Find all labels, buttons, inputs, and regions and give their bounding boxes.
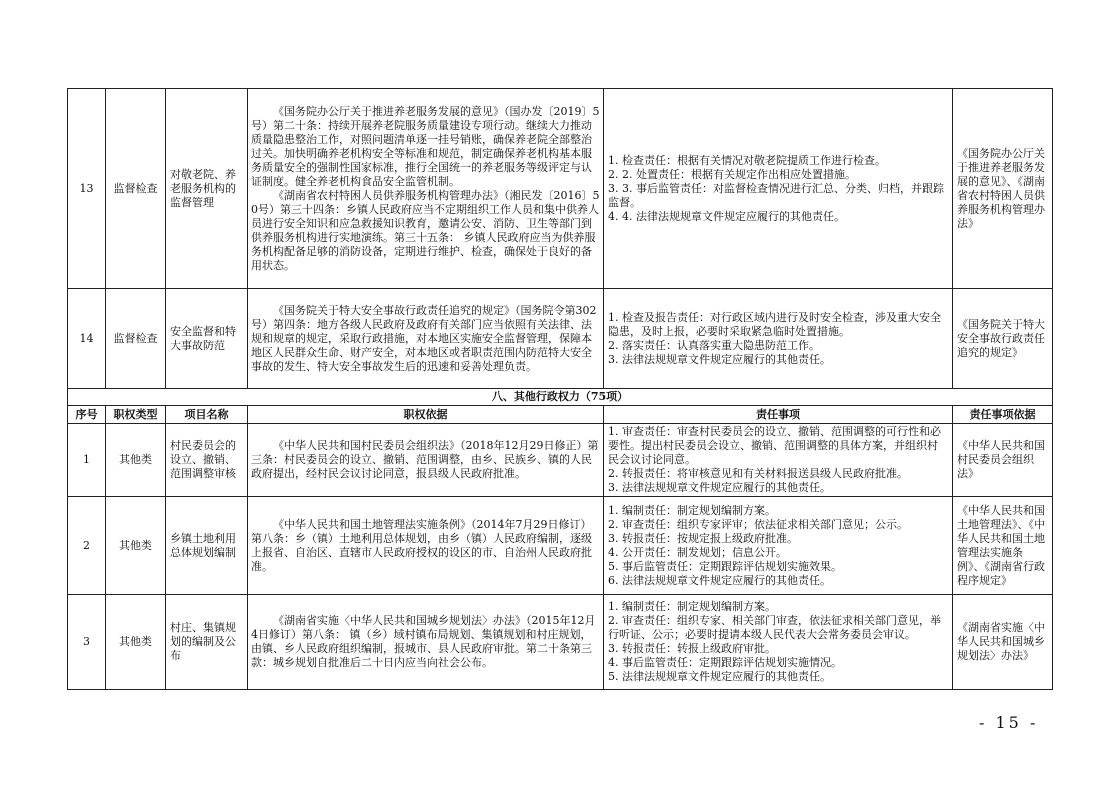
- type-cell: 其他类: [106, 424, 166, 497]
- responsibility-item: 4. 事后监管责任：定期跟踪评估规划实施情况。: [608, 656, 842, 669]
- seq-cell: 1: [68, 424, 106, 497]
- seq-cell: 2: [68, 497, 106, 595]
- seq-cell: 14: [68, 289, 106, 389]
- responsibility-item: 5. 法律法规规章文件规定应履行的其他责任。: [608, 670, 831, 683]
- basis-cell: [248, 289, 604, 389]
- responsibility-item: 3. 3. 事后监管责任：对监督检查情况进行汇总、分类、归档，并跟踪监督。: [608, 181, 944, 209]
- basis-paragraph: 《湖南省农村特困人员供养服务机构管理办法》（湘民发〔2016〕50号）第三十四条：乡镇人民政府应当不定期组织工作人员和集中供养人员进行安全知识和应急救援知识教育，邀请公安、消防、卫生等部门到供养服务机构进行实地演练。第三十五条： 乡镇人民政府应当为供养服务机构配备足够的消防设备，定期进行维护、检查，确保处于良好的备用状态。: [251, 188, 600, 272]
- header-row: [68, 406, 1053, 424]
- section-title: 八、其他行政权力（75项）: [68, 389, 1053, 406]
- responsibility-basis-cell: 《湖南省实施〈中华人民共和国城乡规划法〉办法》: [953, 595, 1053, 690]
- header-responsibility: 责任事项: [604, 406, 953, 424]
- basis-paragraph: 《中华人民共和国土地管理法实施条例》（2014年7月29日修订）第八条：乡（镇）土地利用总体规划，由乡（镇）人民政府编制，逐级上报省、自治区、直辖市人民政府授权的设区的市、自治州人民政府批准。: [251, 517, 592, 573]
- name-cell: 安全监督和特大事故防范: [166, 289, 248, 389]
- header-basis: 职权依据: [248, 406, 604, 424]
- responsibility-cell: [604, 289, 953, 389]
- responsibility-item: 4. 4. 法律法规规章文件规定应履行的其他责任。: [608, 209, 845, 223]
- responsibility-cell: [604, 424, 953, 497]
- basis-paragraph: 《湖南省实施〈中华人民共和国城乡规划法〉办法》（2015年12月4日修订）第八条： 镇（乡）域村镇布局规划、集镇规划和村庄规划，由镇、乡人民政府组织编制，报城市、县人民政府审批。第二十条第三款：城乡规划自批准后二十日内应当向社会公布。: [251, 614, 596, 669]
- page-number: - 15 -: [979, 713, 1039, 732]
- name-cell: 乡镇土地利用总体规划编制: [166, 497, 248, 595]
- responsibility-item: 2. 审查责任：组织专家、相关部门审查，依法征求相关部门意见，举行听证、公示；必要时提请本级人民代表大会常务委员会审议。: [608, 614, 941, 641]
- responsibility-cell: [604, 89, 953, 289]
- responsibility-cell: [604, 595, 953, 690]
- basis-cell: [248, 89, 604, 289]
- responsibility-item: 3. 法律法规规章文件规定应履行的其他责任。: [608, 481, 831, 494]
- responsibility-item: 4. 公开责任：制发规划；信息公开。: [608, 545, 787, 559]
- basis-paragraph: 《国务院办公厅关于推进养老服务发展的意见》（国办发〔2019〕5号）第二十条：持续开展养老院服务质量建设专项行动。继续大力推动质量隐患整治工作，对照问题清单逐一挂号销账，确保养老院全部整治过关。加快明确养老机构安全等标准和规范，制定确保养老机构基本服务质量安全的强制性国家标准，推行全国统一的养老服务等级评定与认证制度。健全养老机构食品安全监管机制。: [251, 104, 600, 188]
- basis-cell: [248, 424, 604, 497]
- name-cell: 村民委员会的设立、撤销、范围调整审核: [166, 424, 248, 497]
- basis-cell: [248, 497, 604, 595]
- responsibility-basis-cell: 《国务院办公厅关于推进养老服务发展的意见》、《湖南省农村特困人员供养服务机构管理办法》: [953, 89, 1053, 289]
- table-row: [68, 289, 1053, 389]
- table-row: [68, 497, 1053, 595]
- responsibility-basis-cell: 《中华人民共和国土地管理法》、《中华人民共和国土地管理法实施条例》、《湖南省行政程序规定》: [953, 497, 1053, 595]
- responsibility-item: 5. 事后监管责任：定期跟踪评估规划实施效果。: [608, 559, 842, 573]
- responsibility-item: 2. 转报责任：将审核意见和有关材料报送县级人民政府批准。: [608, 467, 908, 480]
- responsibility-item: 1. 检查责任：根据有关情况对敬老院提质工作进行检查。: [608, 153, 886, 167]
- responsibility-item: 3. 转报责任：按规定报上级政府批准。: [608, 531, 798, 545]
- table-row: [68, 89, 1053, 289]
- responsibility-item: 3. 转报责任：转报上级政府审批。: [608, 642, 776, 655]
- responsibility-item: 1. 编制责任：制定规划编制方案。: [608, 503, 776, 517]
- responsibility-item: 2. 落实责任：认真落实重大隐患防范工作。: [608, 338, 820, 352]
- responsibility-item: 1. 检查及报告责任：对行政区域内进行及时安全检查，涉及重大安全隐患，及时上报，必要时采取紧急临时处置措施。: [608, 310, 941, 338]
- responsibility-item: 3. 法律法规规章文件规定应履行的其他责任。: [608, 352, 831, 366]
- table-body-bottom: [68, 424, 1053, 690]
- type-cell: 监督检查: [106, 289, 166, 389]
- name-cell: 村庄、集镇规划的编制及公布: [166, 595, 248, 690]
- table-row: [68, 595, 1053, 690]
- basis-cell: [248, 595, 604, 690]
- seq-cell: 13: [68, 89, 106, 289]
- type-cell: 其他类: [106, 595, 166, 690]
- table-body-top: [68, 89, 1053, 389]
- header-responsibility-basis: 责任事项依据: [953, 406, 1053, 424]
- type-cell: 其他类: [106, 497, 166, 595]
- header-name: 项目名称: [166, 406, 248, 424]
- header-seq: 序号: [68, 406, 106, 424]
- type-cell: 监督检查: [106, 89, 166, 289]
- responsibility-item: 2. 审查责任：组织专家评审；依法征求相关部门意见；公示。: [608, 517, 908, 531]
- responsibility-item: 1. 编制责任：制定规划编制方案。: [608, 600, 776, 613]
- section-row: [68, 389, 1053, 406]
- basis-paragraph: 《国务院关于特大安全事故行政责任追究的规定》（国务院令第302号）第四条：地方各级人民政府及政府有关部门应当依照有关法律、法规和规章的规定，采取行政措施，对本地区实施安全监督管理，保障本地区人民群众生命、财产安全，对本地区或者职责范围内防范特大安全事故的发生、特大安全事故发生后的迅速和妥善处理负责。: [251, 303, 597, 373]
- table-body-section: [68, 389, 1053, 424]
- basis-paragraph: 《中华人民共和国村民委员会组织法》（2018年12月29日修正）第三条：村民委员会的设立、撤销、范围调整，由乡、民族乡、镇的人民政府提出，经村民会议讨论同意，报县级人民政府批准。: [251, 439, 599, 480]
- name-cell: 对敬老院、养老服务机构的监督管理: [166, 89, 248, 289]
- responsibility-item: 2. 2. 处置责任：根据有关规定作出相应处置措施。: [608, 167, 856, 181]
- responsibility-item: 1. 审查责任：审查村民委员会的设立、撤销、范围调整的可行性和必要性。提出村民委员会设立、撤销、范围调整的具体方案，并组织村民会议讨论同意。: [608, 425, 941, 466]
- table-row: [68, 424, 1053, 497]
- responsibility-cell: [604, 497, 953, 595]
- header-type: 职权类型: [106, 406, 166, 424]
- seq-cell: 3: [68, 595, 106, 690]
- responsibility-basis-cell: 《中华人民共和国村民委员会组织法》: [953, 424, 1053, 497]
- power-list-table: [67, 88, 1053, 690]
- responsibility-basis-cell: 《国务院关于特大安全事故行政责任追究的规定》: [953, 289, 1053, 389]
- responsibility-item: 6. 法律法规规章文件规定应履行的其他责任。: [608, 573, 831, 587]
